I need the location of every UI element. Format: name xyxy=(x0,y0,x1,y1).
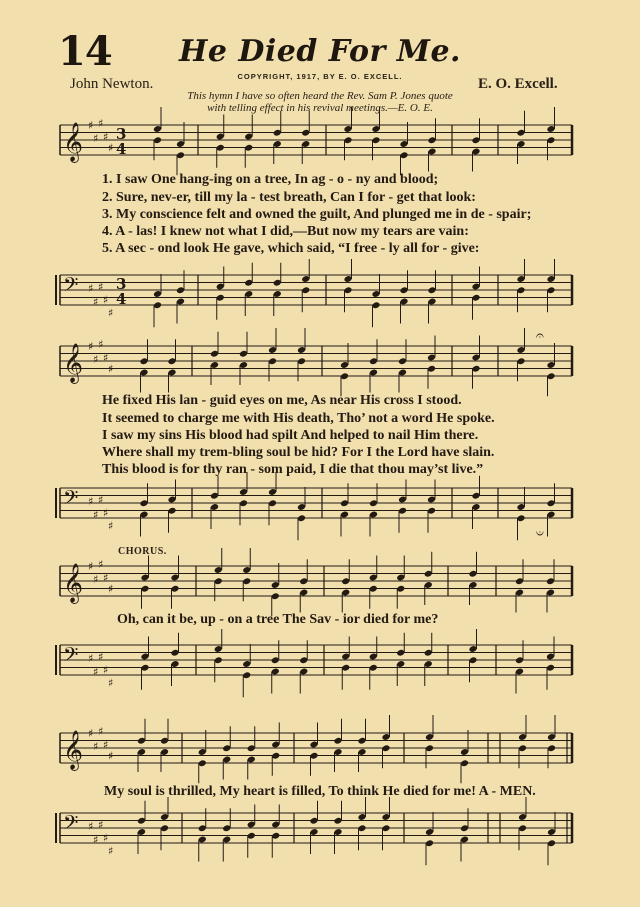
time-signature: 3 xyxy=(116,275,127,293)
chorus-line-2: My soul is thrilled, My heart is filled, To think He died for me! A - MEN. xyxy=(104,784,536,799)
hymn-note-line2: with telling effect in his revival meetings.—E. O. E. xyxy=(207,102,433,114)
bass-clef: 𝄢 xyxy=(63,486,79,514)
verse-5-line-1: 5. A sec - ond look He gave, which said, “I free - ly all for - give: xyxy=(102,241,480,256)
sharp-sign: ♯ xyxy=(103,293,109,307)
sharp-sign: ♯ xyxy=(98,338,104,352)
fermata-mark: 𝄑 xyxy=(536,526,544,542)
sharp-sign: ♯ xyxy=(93,295,99,309)
treble-clef: 𝄞 xyxy=(63,122,84,162)
verse-1-line-1: 1. I saw One hang-ing on a tree, In ag - o - ny and blood; xyxy=(102,172,439,187)
sharp-sign: ♯ xyxy=(98,558,104,572)
chorus-label: CHORUS. xyxy=(118,546,167,557)
verse-4-line-2: Where shall my trem-bling soul be hid? For I the Lord have slain. xyxy=(102,445,495,460)
sharp-sign: ♯ xyxy=(93,573,99,587)
bass-clef: 𝄢 xyxy=(63,273,79,301)
sharp-sign: ♯ xyxy=(108,362,114,376)
verse-1-line-2: He fixed His lan - guid eyes on me, As near His cross I stood. xyxy=(102,393,462,408)
sharp-sign: ♯ xyxy=(88,282,94,296)
sharp-sign: ♯ xyxy=(103,663,109,677)
sharp-sign: ♯ xyxy=(103,571,109,585)
sharp-sign: ♯ xyxy=(98,117,104,131)
verse-2-line-2: It seemed to charge me with His death, Tho’ not a word He spoke. xyxy=(102,411,495,426)
verse-4-line-1: 4. A - las! I knew not what I did,—But now my tears are vain: xyxy=(102,224,469,239)
hymn-number: 14 xyxy=(58,28,112,75)
bass-clef: 𝄢 xyxy=(63,811,79,839)
sharp-sign: ♯ xyxy=(93,665,99,679)
sharp-sign: ♯ xyxy=(88,340,94,353)
sharp-sign: ♯ xyxy=(108,519,114,533)
sharp-sign: ♯ xyxy=(108,141,114,155)
hymn-note-line1: This hymn I have so often heard the Rev. Sam P. Jones quote xyxy=(187,90,453,102)
sharp-sign: ♯ xyxy=(108,306,114,320)
sharp-sign: ♯ xyxy=(98,280,104,294)
words-author: John Newton. xyxy=(70,76,154,92)
sharp-sign: ♯ xyxy=(88,560,94,573)
treble-clef: 𝄞 xyxy=(63,730,84,770)
sharp-sign: ♯ xyxy=(93,833,99,847)
sharp-sign: ♯ xyxy=(103,351,109,365)
time-signature: 4 xyxy=(116,140,127,158)
verse-3-line-2: I saw my sins His blood had spilt And helped to nail Him there. xyxy=(102,428,479,443)
sharp-sign: ♯ xyxy=(98,493,104,507)
time-signature: 4 xyxy=(116,290,127,308)
sharp-sign: ♯ xyxy=(103,130,109,144)
sharp-sign: ♯ xyxy=(93,740,99,754)
verse-2-line-1: 2. Sure, nev-er, till my la - test breath, Can I for - get that look: xyxy=(102,190,476,205)
sharp-sign: ♯ xyxy=(103,506,109,520)
sharp-sign: ♯ xyxy=(88,495,94,509)
sharp-sign: ♯ xyxy=(88,727,94,740)
bass-clef: 𝄢 xyxy=(63,643,79,671)
sharp-sign: ♯ xyxy=(108,582,114,596)
sharp-sign: ♯ xyxy=(93,132,99,146)
time-signature: 3 xyxy=(116,125,127,143)
treble-clef: 𝄞 xyxy=(63,343,84,383)
sharp-sign: ♯ xyxy=(108,676,114,690)
sharp-sign: ♯ xyxy=(98,725,104,739)
fermata-mark: 𝄐 xyxy=(536,328,544,344)
sharp-sign: ♯ xyxy=(108,844,114,858)
sharp-sign: ♯ xyxy=(93,508,99,522)
verse-3-line-1: 3. My conscience felt and owned the guilt, And plunged me in de - spair; xyxy=(102,207,532,222)
hymn-title: He Died For Me. xyxy=(179,34,461,69)
music-composer: E. O. Excell. xyxy=(478,76,558,92)
sharp-sign: ♯ xyxy=(108,749,114,763)
sharp-sign: ♯ xyxy=(103,831,109,845)
sharp-sign: ♯ xyxy=(88,652,94,666)
verse-5-line-2: This blood is for thy ran - som paid, I die that thou may’st live.” xyxy=(102,462,484,477)
sharp-sign: ♯ xyxy=(98,818,104,832)
sharp-sign: ♯ xyxy=(88,820,94,834)
sharp-sign: ♯ xyxy=(88,119,94,132)
sharp-sign: ♯ xyxy=(98,650,104,664)
chorus-line-1: Oh, can it be, up - on a tree The Sav - ior died for me? xyxy=(117,612,439,627)
treble-clef: 𝄞 xyxy=(63,563,84,603)
sharp-sign: ♯ xyxy=(93,353,99,367)
sharp-sign: ♯ xyxy=(103,738,109,752)
copyright-notice: COPYRIGHT, 1917, BY E. O. EXCELL. xyxy=(237,72,403,81)
